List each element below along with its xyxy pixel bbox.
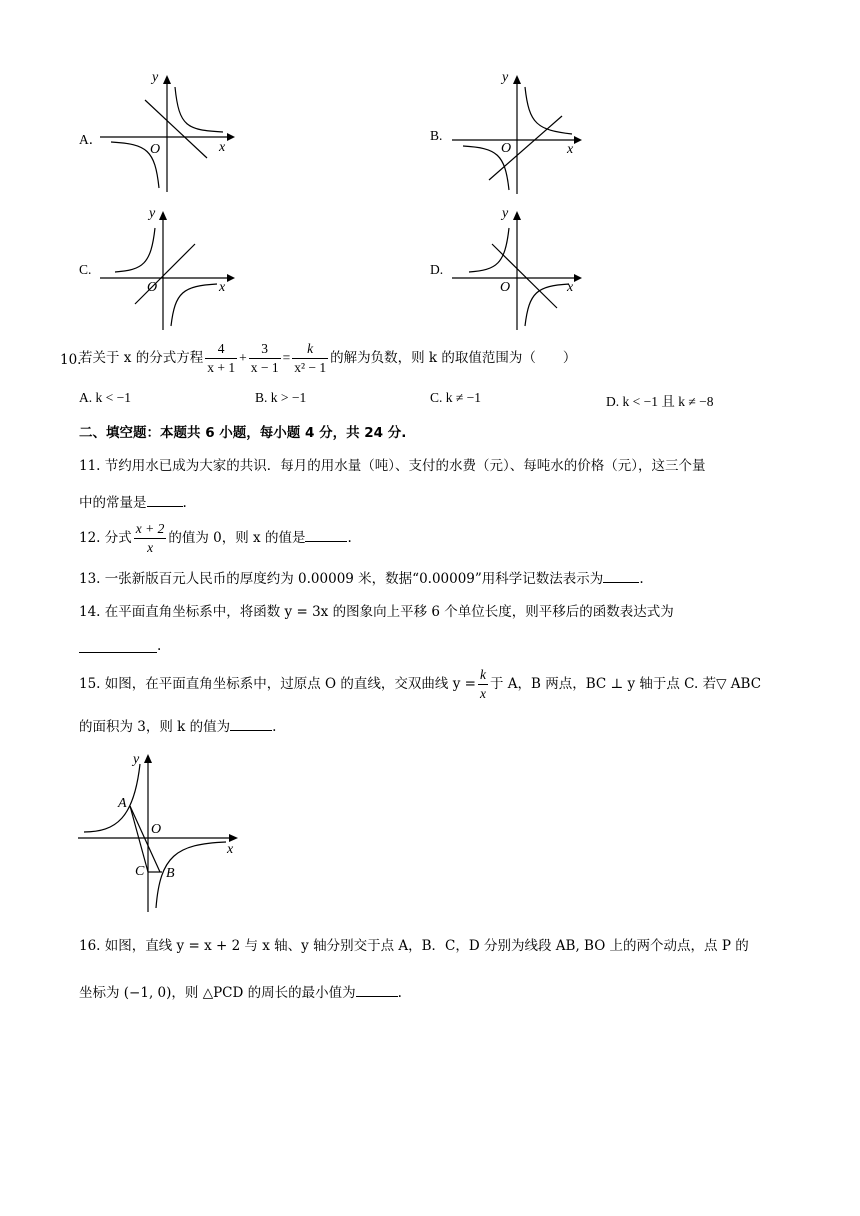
q10-text-before: 若关于 x 的分式方程 — [79, 350, 204, 366]
x-axis-label: x — [219, 140, 226, 155]
question-11-line-2: 中的常量是 . — [79, 492, 187, 513]
q16-answer-blank[interactable] — [356, 982, 398, 997]
question-13: 13. 一张新版百元人民币的厚度约为 0.00009 米，数据“0.00009”用科学记数法表示为 . — [79, 568, 644, 589]
x-axis-label: x — [567, 280, 574, 295]
graph-option-d — [447, 208, 597, 337]
y-axis-label: y — [149, 206, 156, 221]
q10-option-b: B. k > −1 — [255, 390, 307, 405]
q15-point-c: C — [135, 864, 145, 879]
x-axis-label: x — [219, 280, 226, 295]
q15-figure — [76, 752, 246, 921]
q10-text-after: 的解为负数，则 k 的取值范围为（ ） — [330, 350, 577, 366]
origin-label: O — [147, 280, 158, 295]
question-10: 若关于 x 的分式方程 $\frac{4}{x + 1}$ + $\frac{3}{x - 1}$ = $\frac{k}{\text{x² − 1}}$ 的解为负数，则 k 的取值范围为（ ） — [79, 341, 577, 375]
q10-option-d: D. k < −1 且 k ≠ −8 — [606, 394, 714, 409]
q11-answer-blank[interactable] — [147, 492, 183, 507]
origin-label: O — [500, 280, 511, 295]
question-11-line-1: 11. 节约用水已成为大家的共识．每月的用水量（吨）、支付的水费（元）、每吨水的价格（元），这三个量 — [79, 458, 706, 474]
origin-label: O — [150, 142, 161, 157]
graph-option-c — [95, 208, 245, 337]
option-a-label: A． — [79, 132, 103, 147]
section-2-heading: 二、填空题：本题共 6 小题，每小题 4 分，共 24 分. — [79, 425, 407, 441]
x-axis-label: x — [567, 142, 574, 157]
question-15-line-2: 的面积为 3，则 k 的值为 . — [79, 716, 276, 737]
y-axis-label: y — [152, 70, 159, 85]
q14-answer-blank[interactable] — [79, 652, 157, 653]
q15-origin-label: O — [151, 822, 162, 837]
q15-point-b: B — [166, 866, 175, 881]
question-16-line-1: 16. 如图，直线 y = x + 2 与 x 轴、y 轴分别交于点 A，B．C，D 分别为线段 AB, BO 上的两个动点，点 P 的 — [79, 938, 749, 954]
option-d-label: D. — [430, 262, 444, 277]
question-14-line-1: 14. 在平面直角坐标系中，将函数 y = 3x 的图象向上平移 6 个单位长度，则平移后的函数表达式为 — [79, 604, 674, 620]
q12-answer-blank[interactable] — [305, 527, 347, 542]
graph-option-b — [447, 72, 597, 201]
q15-point-a: A — [118, 796, 127, 811]
q15-fraction: $\frac{k}{x}$ — [479, 667, 486, 701]
q15-y-label: y — [133, 752, 140, 767]
q10-option-a: A. k < −1 — [79, 390, 131, 405]
q10-option-c: C. k ≠ −1 — [430, 390, 482, 405]
q10-fraction-2: $\frac{3}{x - 1}$ — [250, 341, 279, 375]
q15-x-label: x — [227, 842, 234, 857]
option-b-label: B. — [430, 128, 443, 143]
q14-period: . — [157, 638, 162, 654]
q13-answer-blank[interactable] — [603, 568, 639, 583]
question-15-line-1: 15. 如图，在平面直角坐标系中，过原点 O 的直线，交双曲线 y = $\frac{k}{x}$ 于 A，B 两点，BC ⊥ y 轴于点 C. 若▽ ABC — [79, 667, 762, 701]
q10-fraction-1: $\frac{4}{x + 1}$ — [207, 341, 236, 375]
q10-fraction-3: $\frac{k}{\text{x² − 1}}$ — [294, 341, 327, 375]
origin-label: O — [501, 141, 512, 156]
question-12: 12. 分式 $\frac{x + 2}{x}$ 的值为 0，则 x 的值是 . — [79, 521, 352, 555]
q12-fraction: $\frac{x + 2}{x}$ — [135, 521, 165, 555]
graph-option-a — [95, 72, 245, 201]
option-c-label: C. — [79, 262, 92, 277]
q10-number: 10. — [60, 352, 82, 368]
question-16-line-2: 坐标为 (−1, 0)，则 △PCD 的周长的最小值为 . — [79, 982, 402, 1003]
y-axis-label: y — [502, 206, 509, 221]
y-axis-label: y — [502, 70, 509, 85]
q15-answer-blank[interactable] — [230, 716, 272, 731]
